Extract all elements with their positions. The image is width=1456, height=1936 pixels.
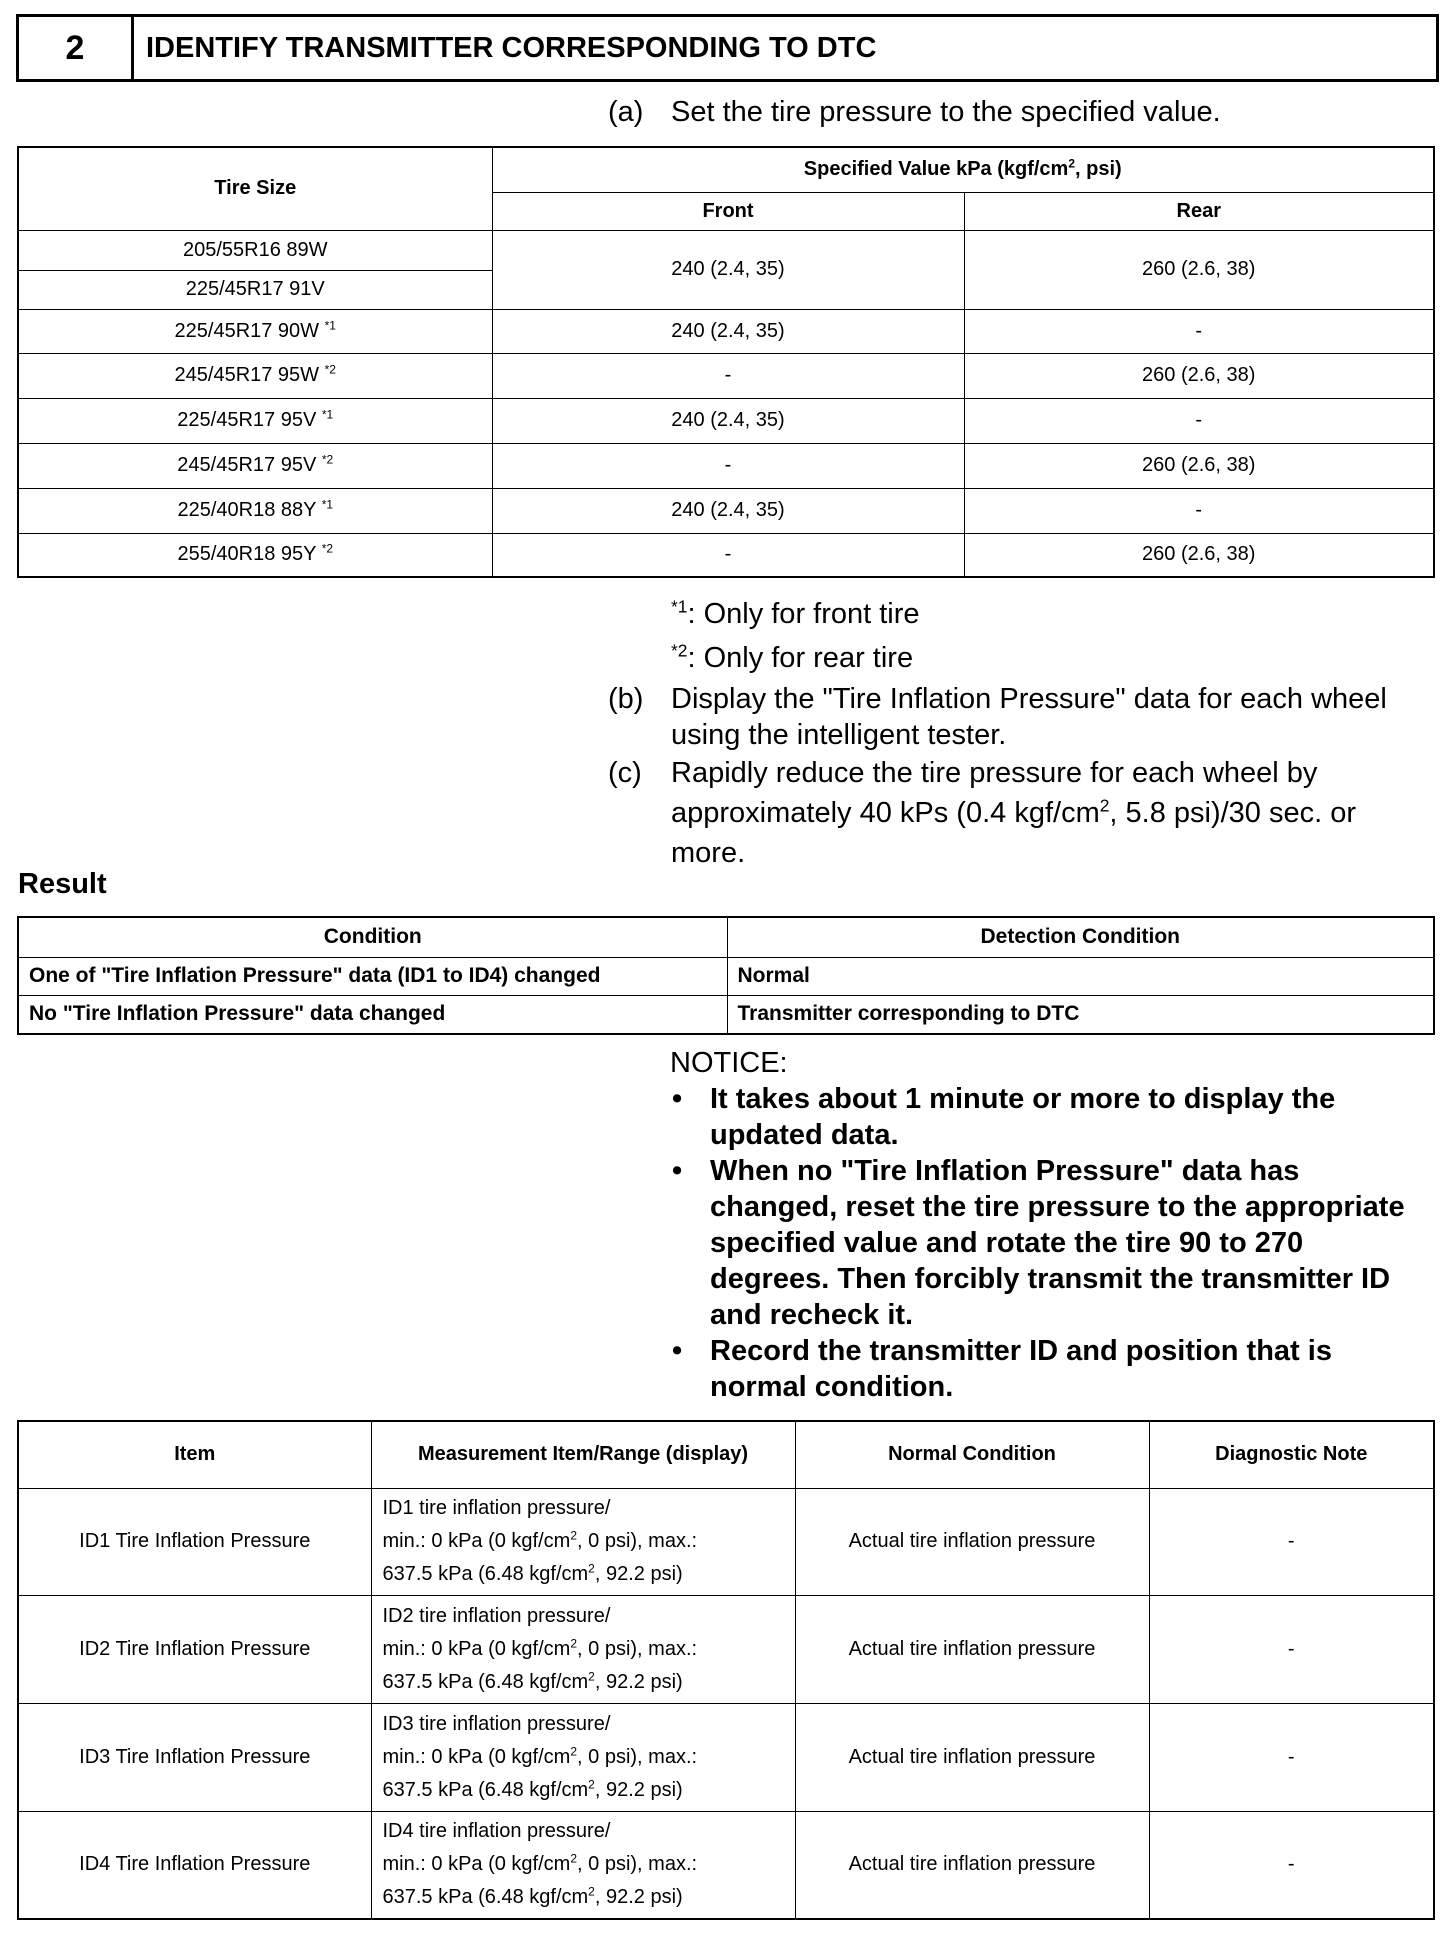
table-row [18,1596,1434,1704]
tire-size-cell: 245/45R17 95V $^{*2}$ [18,443,492,488]
step-title: IDENTIFY TRANSMITTER CORRESPONDING TO DTC [146,31,877,64]
normal-cell: Actual tire inflation pressure [795,1811,1149,1919]
tire-size-cell: 225/45R17 95V $^{*1}$ [18,398,492,443]
result-table [17,916,1435,1035]
step-c-text: Rapidly reduce the tire pressure for each wheel by approximately 40 kPs (0.4 kgf/$cm^2$, 5.8 psi)/30 sec. or more. [671,757,1357,869]
rear-value-cell: - [964,398,1434,443]
front-value-cell: - [492,443,964,488]
col-condition: Condition [18,917,727,957]
notice-item: • When no "Tire Inflation Pressure" data has changed, reset the tire pressure to the appropriate specified value and rotate the tire 90 to 270 degrees. Then forcibly transmit the transmitter ID and recheck it. [670,1153,1430,1333]
rear-value-cell: - [964,309,1434,353]
front-value-cell: 240 (2.4, 35) [492,230,964,309]
item-cell: ID3 Tire Inflation Pressure [18,1704,371,1812]
col-diagnostic-note: Diagnostic Note [1149,1421,1434,1488]
detection-cell: Transmitter corresponding to DTC [727,995,1434,1034]
table-row [18,1704,1434,1812]
footnote-2: $^{*2}$: Only for rear tire [671,640,914,674]
procedure-step-b [608,681,1438,753]
col-normal-condition: Normal Condition [795,1421,1149,1488]
note-cell: - [1149,1811,1434,1919]
procedure-step-a [608,94,1438,130]
front-value-cell: 240 (2.4, 35) [492,309,964,353]
note-cell: - [1149,1488,1434,1596]
data-list-table [17,1420,1435,1920]
normal-cell: Actual tire inflation pressure [795,1488,1149,1596]
table-row [18,957,1434,995]
tire-size-cell: 255/40R18 95Y $^{*2}$ [18,533,492,577]
table-row [18,443,1434,488]
footnote-1: $^{*1}$: Only for front tire [671,596,920,630]
table-row [18,230,1434,270]
tire-size-cell: 225/45R17 91V [18,270,492,309]
item-cell: ID1 Tire Inflation Pressure [18,1488,371,1596]
table-row [18,353,1434,398]
col-measurement: Measurement Item/Range (display) [371,1421,795,1488]
table-row [18,533,1434,577]
rear-value-cell: 260 (2.6, 38) [964,533,1434,577]
table-row [18,488,1434,533]
item-cell: ID2 Tire Inflation Pressure [18,1596,371,1704]
range-cell: ID1 tire inflation pressure/ min.: 0 kPa (0 kgf/$cm^2$, 0 psi), max.: 637.5 kPa (6.48 kgf/$cm^2$, 92.2 psi) [371,1488,795,1596]
range-cell: ID2 tire inflation pressure/ min.: 0 kPa (0 kgf/$cm^2$, 0 psi), max.: 637.5 kPa (6.48 kgf/$cm^2$, 92.2 psi) [371,1596,795,1704]
front-value-cell: 240 (2.4, 35) [492,398,964,443]
front-value-cell: - [492,533,964,577]
table-row [18,309,1434,353]
col-detection-condition: Detection Condition [727,917,1434,957]
normal-cell: Actual tire inflation pressure [795,1704,1149,1812]
step-c-label: (c) [608,757,642,789]
procedure-step-c [608,753,1438,873]
tire-size-cell: 245/45R17 95W $^{*2}$ [18,353,492,398]
step-header [16,14,1439,82]
range-cell: ID3 tire inflation pressure/ min.: 0 kPa (0 kgf/$cm^2$, 0 psi), max.: 637.5 kPa (6.48 kgf/$cm^2$, 92.2 psi) [371,1704,795,1812]
rear-value-cell: - [964,488,1434,533]
normal-cell: Actual tire inflation pressure [795,1596,1149,1704]
condition-cell: One of "Tire Inflation Pressure" data (ID1 to ID4) changed [18,957,727,995]
range-cell: ID4 tire inflation pressure/ min.: 0 kPa (0 kgf/$cm^2$, 0 psi), max.: 637.5 kPa (6.48 kgf/$cm^2$, 92.2 psi) [371,1811,795,1919]
col-front: Front [492,192,964,230]
notice-item: • It takes about 1 minute or more to display the updated data. [670,1081,1430,1153]
col-tire-size: Tire Size [18,147,492,230]
col-rear: Rear [964,192,1434,230]
front-value-cell: - [492,353,964,398]
notice-list [670,1081,1430,1405]
detection-cell: Normal [727,957,1434,995]
table-row [18,1488,1434,1596]
table-row [18,995,1434,1034]
item-cell: ID4 Tire Inflation Pressure [18,1811,371,1919]
note-cell: - [1149,1596,1434,1704]
notice-title: NOTICE: [670,1047,788,1079]
result-heading: Result [18,868,107,900]
tire-size-cell: 225/45R17 90W $^{*1}$ [18,309,492,353]
rear-value-cell: 260 (2.6, 38) [964,443,1434,488]
notice-block [670,1045,1430,1405]
tire-size-cell: 205/55R16 89W [18,230,492,270]
rear-value-cell: 260 (2.6, 38) [964,353,1434,398]
col-spec-value: Specified Value kPa ($kgf/cm^2$, psi) [492,147,1434,192]
step-b-text: Display the "Tire Inflation Pressure" data for each wheel using the intelligent tester. [671,683,1387,751]
step-a-text: Set the tire pressure to the specified value. [671,96,1221,128]
step-a-label: (a) [608,96,644,128]
step-b-label: (b) [608,683,644,715]
step-number: 2 [19,17,134,79]
notice-item: • Record the transmitter ID and position that is normal condition. [670,1333,1430,1405]
col-item: Item [18,1421,371,1488]
front-value-cell: 240 (2.4, 35) [492,488,964,533]
condition-cell: No "Tire Inflation Pressure" data changed [18,995,727,1034]
note-cell: - [1149,1704,1434,1812]
table-row [18,398,1434,443]
table-row [18,1811,1434,1919]
tire-size-cell: 225/40R18 88Y $^{*1}$ [18,488,492,533]
rear-value-cell: 260 (2.6, 38) [964,230,1434,309]
tire-spec-table [17,146,1435,578]
